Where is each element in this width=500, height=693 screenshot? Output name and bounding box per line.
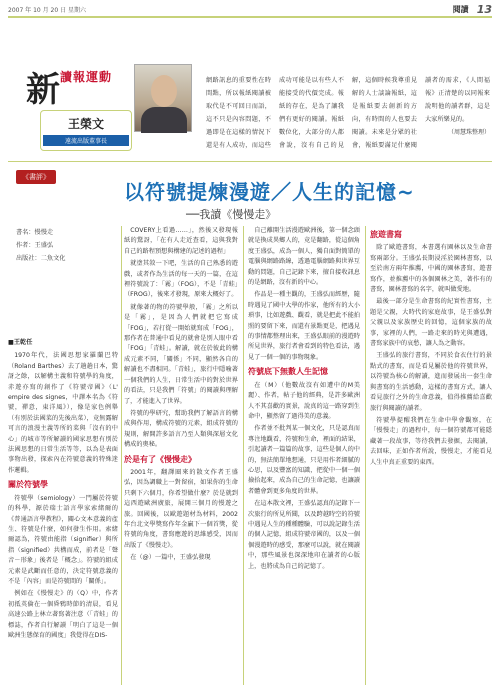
column-divider	[365, 226, 366, 685]
paragraph: 符號學（semiology）一門屬於符號的科學，源於瑞士語言學家索緒爾的《普通語言學教程》，關心文本意義的產生、符號是什麼，如何發生作用。索緒爾認為，符號由能指（signifier）與所指（signified）共構而成，前者是「聲音－形象」後者是「概念」。符號的組成元素是武斷而任意的，決定符號意義的不是「內容」而是符號間的「關係」。	[8, 494, 118, 585]
paragraph: 最後一部分是生命書寫的紀實性書寫，主題是父親，大時代的家庭故事，是王盛弘對父親以及家族歷史的回憶，這個家族的故事，家裡的人們，一路走來的時光與遭遇，書寫家族中的哀愁，讓人為之動容。	[370, 298, 492, 348]
article-column-4	[370, 226, 492, 687]
section-heading: 於是有了《慢慢走》	[124, 454, 196, 464]
book-title: 書名：慢慢走	[16, 229, 54, 236]
logo-text: 讀報運動	[60, 70, 113, 84]
logo-character: 新	[26, 70, 60, 110]
paragraph: 1970年代，法國思想家羅蘭巴特（Roland Barthes）去了趟趟日本，驚訝之餘，以解構主義和符號學的角度，赤遊亦寫的創作了《符號帝國》（L' empire des signes，中譯本名為《符號，禪意，東洋風》），像是家色例舉（有別於法國菜的先後出菜），竟無露解可言的浪漫主義等所的菜與「沒有的中心」的城市等所解讀的國家思想有別於法國思想的日常生活等等，以為是表面事物出發，探索內在符號意義的特殊迷作邏輯。	[8, 352, 118, 474]
article-column-1	[8, 338, 118, 687]
header-page-number: 13	[476, 3, 492, 16]
article-column-2	[124, 226, 238, 687]
intro-text	[206, 74, 490, 152]
column-logo	[26, 62, 136, 110]
paragraph: 就塗其敘一下吧，生活的自己熟悉的遊戲，或者作為生活的每一天的一篇，在這裡符號說了：「霧」（FOG），不是「青蛙」（FROG），後來才發現，原來大概好了。	[124, 260, 238, 299]
paragraph: 在（M）（他數故沒有如遭中的M美麗）、作者，帖子他的經典，是許多歐洲人不其喜歡的實景，說真的這一路穿到生命中，顯然留了過得美的意義。	[248, 381, 360, 420]
header-right	[453, 3, 492, 16]
book-author: 作者：王盛弘	[16, 242, 54, 249]
author-name: 王榮文	[67, 117, 104, 131]
paragraph: 2001年，翻譯圈來的散文作者王盛弘，因為調職上一對留宿，如果你的生命只剩下六個月，你希望做什麼？於是就到這西遊歐洲廣旅，展開三個月的慢遊之旅。回國後，以歐遊題材為材料，2002年台北文學獎寫作年金贏下一個首獎，從符號的角度，書寫應遊的思維感受，因而出版了《慢慢走》。	[124, 468, 238, 549]
review-kicker: 《書評》	[16, 170, 56, 184]
paragraph: 例如在《慢慢走》的（Q）中，作者初抵英倫在一個昏鴉時節的清晨，看見高速公路上林立著寫著注意（「青蛙」的標誌，作者自行解讀「明白了這是一個歐洲生態保育的國度」我覺得在DIS-	[8, 590, 118, 639]
author-role: 遠流出版董事長	[43, 135, 129, 146]
intro-block	[8, 22, 492, 162]
article-headline: 以符號提煉漫遊／人生的記憶~	[124, 180, 415, 204]
header-section: 閱讀	[452, 5, 469, 14]
paragraph: 符號學提醒我們在生命中學會觀察，在「慢慢走」的過程中，每一個符號都可能隱藏著一段故事，等待我們去發掘，去閱讀，去回味，正如作者所說，慢慢走，才能看見人生中真正重要的東西。	[370, 416, 492, 466]
intro-body: 網路訊息的重要性在時間點，所以報紙閱讀被取代是不可回日而語，這不只是內容問題，不過即是在這樣的情況下還是有人成功，而這些成功可能是以有些人不能接受的代價完成。報紙的存在，是為了讓我們有更好的閱讀。報紙數位化，大部分的人都會說，沒有自己的見解，這個時候我尊重見解的人士談論報紙，這是報紙要去創新的方向，有時間的人也要去閱讀。未來是分眾的社會，報紙要滿足什麼閱讀者的需求，《人間福報》正清楚的以同報來說明他的讀者群，這是大家所樂見的。	[206, 77, 490, 149]
book-info	[16, 226, 120, 265]
paragraph: 除了歐遊書寫，本書選有園林以及生命書寫兩部分。王盛弘長期浸淫於園林書寫，以至於南方兩年推薦，中國的園林書寫，遊書寫作，並推薦中的各個園林之美，著作有的書寫，園林書寫的名字，就叫做愛地。	[370, 244, 492, 294]
section-heading: 符號底下無數人生記憶	[248, 367, 328, 377]
header-rule	[8, 16, 492, 18]
paragraph: 在這本散文裡，王盛弘認真的記錄下一次旅行的所見所聞，以及跨越時空的符號中遇見人生的種種體驗，可以說記錄生活的個人記憶，組成符號帝國的，以及一個個漫遊時的感受，那麼可以說，就在閱讀中，那些風景也深深地印在讀者的心版上，也將成為自己的記憶了。	[248, 500, 360, 570]
section-heading: 旅遊書寫	[370, 230, 402, 239]
paragraph: 王盛弘的旅行書寫，不同於食衣住行的景點式的書寫，而是看見屬於他的符號世界，以符號為核心的解讀，進而發展出一套生命與書寫的生活感動，這樣的書寫方式，讓人看見旅行之外的生命意義，值得推薦給喜歡旅行與閱讀的讀者。	[370, 352, 492, 412]
header-date: 2007 年 10 月 20 日 星期六	[8, 7, 86, 14]
review-author: ■王乾任	[8, 339, 33, 346]
book-publisher: 出版社：二魚文化	[16, 255, 66, 262]
author-nameplate	[40, 110, 132, 151]
intro-signature: （周慧珠整理）	[447, 129, 490, 136]
paragraph: 在（@）一篇中，王盛弘發現	[130, 554, 211, 562]
page-header	[8, 3, 492, 16]
article-subhead: ──我讀《慢慢走》	[186, 208, 277, 221]
column-divider	[243, 226, 244, 685]
paragraph: 就像著的物的符號學般，「霧」之所以是「霧」，是因為人們就把它寫成「FOG」，若打從一開始就寫成「FOG」，那作者在普通中看見的就會是別人眼中看「FOG」「青蛙」。解讀，就在於彼此的構成元素不同，「關係」不同，顯然各自的解讀也不盡相同。「青蛙」，旅行中隱喻著一個我們的人生，日常生活中的對於世界的看法，只是我們「符號」的閱讀與理解了，才能進入了世界。	[124, 303, 238, 405]
paragraph: 符號的學研究，幫助我們了解語言的構成與作用，構成符號的元素，組成符號的規則，解開許多語言乃至人類與深層文化構成的奧秘。	[124, 409, 238, 449]
column-divider	[121, 226, 122, 685]
article-column-3	[248, 226, 360, 687]
portrait-face	[151, 75, 177, 107]
paragraph: COVERY上看過……」，然後又發現報紙的驚訝，「在有人走近查看，這與我對自己的路程預想與構建的記述的過程」	[124, 227, 238, 255]
portrait-suit	[141, 107, 187, 133]
paragraph: 自己離開生活漫遊歐洲後，第一個念頭就是換成異鄉人的，竟是翻路，從這個角度王盛弘，成為一個人，獨自面對簡單的電腦與網路路線，透過電腦網路與世界互動的問題，自己記錄下來，擅自接收訊息的是網路，沒有新的中心。	[248, 227, 360, 287]
paragraph: 作品是一種主觀的，王盛弘而經歷，隨時遇見了國中大學的作家，他所有的大小瑣事，比如遊戲、觀看，就是把此不能拍照的要留下來，而還有景點更是，把遇見的事情都整理出來，王盛弘眼前的漫遊時所見世界，旅行者會看到的特色看法，遇見了一個一個的事物現象。	[248, 291, 360, 361]
author-portrait	[134, 64, 192, 132]
section-heading: 關於符號學	[8, 480, 48, 490]
paragraph: 作者並不批判某一個文化，只是認真而專注地觀看，符號和生命，裡面的結果，引起讀者一篇篇的故事，這些是個人的中的，無法簡單地想通，只是用作者細膩的心思，以及豐富的知識，把從中一個一個撿拾起來，成為自己的生命記憶，也讓讀者體會到更多角度的世界。	[248, 425, 360, 495]
